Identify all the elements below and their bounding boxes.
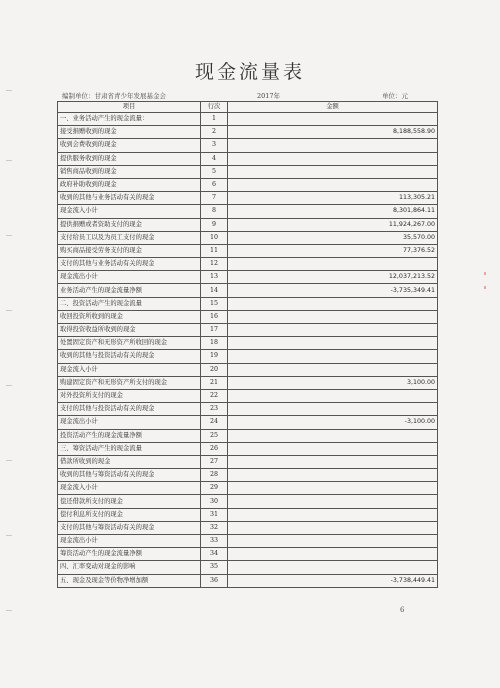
row-amount: -3,100.00 bbox=[228, 416, 438, 429]
row-line-no: 29 bbox=[201, 482, 228, 495]
table-row bbox=[58, 469, 438, 482]
row-item: 政府补助收到的现金 bbox=[58, 178, 201, 191]
row-line-no: 22 bbox=[201, 389, 228, 402]
row-amount bbox=[228, 389, 438, 402]
row-line-no: 11 bbox=[201, 244, 228, 257]
row-line-no: 35 bbox=[201, 561, 228, 574]
table-row bbox=[58, 205, 438, 218]
row-amount: 8,188,558.90 bbox=[228, 126, 438, 139]
row-line-no: 1 bbox=[201, 113, 228, 126]
report-year: 2017年 bbox=[257, 92, 281, 100]
row-line-no: 25 bbox=[201, 429, 228, 442]
row-item: 现金流入小计 bbox=[58, 363, 201, 376]
row-item: 偿还借款所支付的现金 bbox=[58, 495, 201, 508]
row-amount bbox=[228, 561, 438, 574]
table-row bbox=[58, 152, 438, 165]
row-item: 五、现金及现金等价物净增加额 bbox=[58, 574, 201, 587]
table-row bbox=[58, 389, 438, 402]
row-line-no: 2 bbox=[201, 126, 228, 139]
table-row bbox=[58, 376, 438, 389]
row-line-no: 17 bbox=[201, 324, 228, 337]
row-line-no: 16 bbox=[201, 310, 228, 323]
row-line-no: 18 bbox=[201, 337, 228, 350]
reporting-entity: 编制单位：甘肃省青少年发展基金会 bbox=[62, 92, 166, 100]
row-item: 四、汇率变动对现金的影响 bbox=[58, 561, 201, 574]
table-row bbox=[58, 258, 438, 271]
page-number: 6 bbox=[400, 606, 405, 614]
table-row bbox=[58, 244, 438, 257]
row-amount: 113,305.21 bbox=[228, 192, 438, 205]
table-row bbox=[58, 574, 438, 587]
table-row bbox=[58, 561, 438, 574]
row-amount: 8,301,864.11 bbox=[228, 205, 438, 218]
row-item: 一、业务活动产生的现金流量： bbox=[58, 113, 201, 126]
row-amount bbox=[228, 469, 438, 482]
table-row bbox=[58, 350, 438, 363]
table-row bbox=[58, 231, 438, 244]
row-item: 销售商品收到的现金 bbox=[58, 165, 201, 178]
table-row bbox=[58, 218, 438, 231]
binding-mark bbox=[6, 460, 12, 461]
row-amount bbox=[228, 548, 438, 561]
row-amount: 35,570.00 bbox=[228, 231, 438, 244]
row-item: 投资活动产生的现金流量净额 bbox=[58, 429, 201, 442]
row-amount bbox=[228, 403, 438, 416]
header-amount: 金额 bbox=[228, 102, 438, 113]
row-amount bbox=[228, 297, 438, 310]
row-line-no: 20 bbox=[201, 363, 228, 376]
row-amount bbox=[228, 152, 438, 165]
row-item: 业务活动产生的现金流量净额 bbox=[58, 284, 201, 297]
table-row bbox=[58, 535, 438, 548]
table-row bbox=[58, 403, 438, 416]
row-item: 支付的其他与投资活动有关的现金 bbox=[58, 403, 201, 416]
cash-flow-table bbox=[57, 101, 438, 588]
row-line-no: 24 bbox=[201, 416, 228, 429]
row-amount bbox=[228, 310, 438, 323]
row-line-no: 27 bbox=[201, 455, 228, 468]
table-row bbox=[58, 521, 438, 534]
row-item: 支付的其他与业务活动有关的现金 bbox=[58, 258, 201, 271]
row-line-no: 33 bbox=[201, 535, 228, 548]
row-amount bbox=[228, 535, 438, 548]
row-amount: -3,735,349.41 bbox=[228, 284, 438, 297]
header-item: 项目 bbox=[58, 102, 201, 113]
row-line-no: 13 bbox=[201, 271, 228, 284]
row-amount: 77,376.52 bbox=[228, 244, 438, 257]
row-amount bbox=[228, 482, 438, 495]
row-item: 提供服务收到的现金 bbox=[58, 152, 201, 165]
row-amount bbox=[228, 113, 438, 126]
row-line-no: 5 bbox=[201, 165, 228, 178]
row-amount: -3,738,449.41 bbox=[228, 574, 438, 587]
binding-mark bbox=[6, 310, 12, 311]
row-amount bbox=[228, 442, 438, 455]
table-row bbox=[58, 482, 438, 495]
row-line-no: 6 bbox=[201, 178, 228, 191]
row-amount: 3,100.00 bbox=[228, 376, 438, 389]
row-line-no: 3 bbox=[201, 139, 228, 152]
row-item: 收到会费收到的现金 bbox=[58, 139, 201, 152]
table-row bbox=[58, 429, 438, 442]
binding-mark bbox=[6, 160, 12, 161]
row-line-no: 12 bbox=[201, 258, 228, 271]
table-row bbox=[58, 297, 438, 310]
row-amount bbox=[228, 350, 438, 363]
row-amount bbox=[228, 139, 438, 152]
row-line-no: 36 bbox=[201, 574, 228, 587]
table-row bbox=[58, 495, 438, 508]
table-row bbox=[58, 324, 438, 337]
row-line-no: 7 bbox=[201, 192, 228, 205]
row-amount bbox=[228, 508, 438, 521]
table-row bbox=[58, 126, 438, 139]
row-item: 提供捐赠或者资助支付的现金 bbox=[58, 218, 201, 231]
row-line-no: 32 bbox=[201, 521, 228, 534]
binding-mark bbox=[6, 385, 12, 386]
row-item: 购建固定资产和无形资产所支付的现金 bbox=[58, 376, 201, 389]
row-amount bbox=[228, 178, 438, 191]
row-line-no: 31 bbox=[201, 508, 228, 521]
row-line-no: 34 bbox=[201, 548, 228, 561]
red-speck bbox=[484, 272, 486, 275]
row-item: 收到的其他与业务活动有关的现金 bbox=[58, 192, 201, 205]
row-amount bbox=[228, 455, 438, 468]
header-line-no: 行次 bbox=[201, 102, 228, 113]
row-amount bbox=[228, 429, 438, 442]
table-row bbox=[58, 508, 438, 521]
row-line-no: 15 bbox=[201, 297, 228, 310]
row-amount bbox=[228, 495, 438, 508]
row-item: 取得投资收益所收到的现金 bbox=[58, 324, 201, 337]
row-item: 二、投资活动产生的现金流量 bbox=[58, 297, 201, 310]
row-amount bbox=[228, 258, 438, 271]
row-item: 支付给员工以及为员工支付的现金 bbox=[58, 231, 201, 244]
table-row bbox=[58, 363, 438, 376]
table-row bbox=[58, 337, 438, 350]
row-line-no: 19 bbox=[201, 350, 228, 363]
table-header-row bbox=[58, 102, 438, 113]
row-item: 对外投资所支付的现金 bbox=[58, 389, 201, 402]
page-title: 现金流量表 bbox=[194, 61, 305, 83]
row-line-no: 26 bbox=[201, 442, 228, 455]
table-row bbox=[58, 455, 438, 468]
table-row bbox=[58, 271, 438, 284]
row-line-no: 14 bbox=[201, 284, 228, 297]
binding-mark bbox=[6, 235, 12, 236]
row-item: 现金流入小计 bbox=[58, 482, 201, 495]
binding-mark bbox=[6, 90, 12, 91]
row-item: 现金流出小计 bbox=[58, 271, 201, 284]
row-item: 收回投资所收到的现金 bbox=[58, 310, 201, 323]
row-line-no: 28 bbox=[201, 469, 228, 482]
row-line-no: 8 bbox=[201, 205, 228, 218]
row-amount: 12,037,213.52 bbox=[228, 271, 438, 284]
table-row bbox=[58, 442, 438, 455]
row-line-no: 21 bbox=[201, 376, 228, 389]
row-line-no: 23 bbox=[201, 403, 228, 416]
table-row bbox=[58, 113, 438, 126]
row-item: 接受捐赠收到的现金 bbox=[58, 126, 201, 139]
table-row bbox=[58, 192, 438, 205]
row-item: 三、筹资活动产生的现金流量 bbox=[58, 442, 201, 455]
row-item: 现金流出小计 bbox=[58, 416, 201, 429]
row-line-no: 30 bbox=[201, 495, 228, 508]
row-item: 购买商品接受劳务支付的现金 bbox=[58, 244, 201, 257]
row-item: 收到的其他与筹资活动有关的现金 bbox=[58, 469, 201, 482]
table-row bbox=[58, 548, 438, 561]
table-row bbox=[58, 310, 438, 323]
row-item: 筹资活动产生的现金流量净额 bbox=[58, 548, 201, 561]
binding-mark bbox=[6, 535, 12, 536]
row-line-no: 10 bbox=[201, 231, 228, 244]
row-item: 现金流出小计 bbox=[58, 535, 201, 548]
row-item: 支付的其他与筹资活动有关的现金 bbox=[58, 521, 201, 534]
currency-unit: 单位：元 bbox=[382, 92, 408, 100]
binding-mark bbox=[6, 610, 12, 611]
row-amount bbox=[228, 363, 438, 376]
table-row bbox=[58, 139, 438, 152]
row-line-no: 9 bbox=[201, 218, 228, 231]
row-amount bbox=[228, 337, 438, 350]
row-amount bbox=[228, 521, 438, 534]
row-amount bbox=[228, 324, 438, 337]
row-item: 收到的其他与投资活动有关的现金 bbox=[58, 350, 201, 363]
red-speck bbox=[484, 286, 486, 289]
row-item: 现金流入小计 bbox=[58, 205, 201, 218]
row-line-no: 4 bbox=[201, 152, 228, 165]
row-item: 借款所收到的现金 bbox=[58, 455, 201, 468]
table-row bbox=[58, 284, 438, 297]
table-row bbox=[58, 416, 438, 429]
row-item: 处置固定资产和无形资产所收回的现金 bbox=[58, 337, 201, 350]
row-amount bbox=[228, 165, 438, 178]
table-row bbox=[58, 178, 438, 191]
table-row bbox=[58, 165, 438, 178]
row-amount: 11,924,267.00 bbox=[228, 218, 438, 231]
row-item: 偿付利息所支付的现金 bbox=[58, 508, 201, 521]
